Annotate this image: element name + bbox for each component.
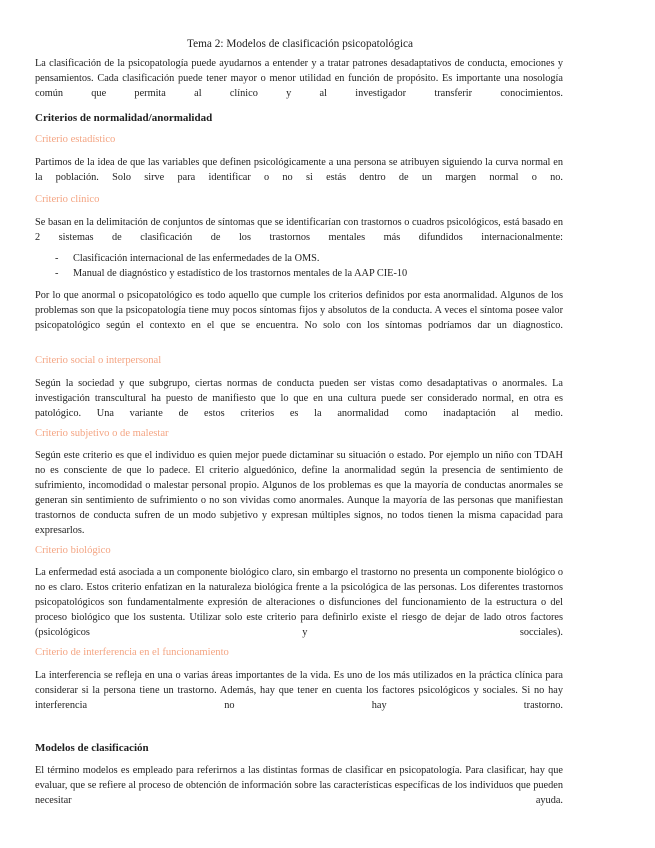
subheading-clinico: Criterio clínico (35, 194, 100, 205)
paragraph-subjetivo: Según este criterio es que el individuo es quien mejor puede dictaminar su situación o estado. Por ejemplo un niño con TDAH no es consciente de que lo padece. El criterio alguedónico, define la anormalidad según la presencia de sentimiento de sufrimiento, incomodidad o malestar personal propio. Algunos de los problemas es que la mayoría de conductas anormales se generan sin sentimiento de sufrimiento o no son vividas como anormales. Aunque la mayoría de las personas que manifiestan trastornos de conducta sufren de un modo subjetivo y expresan múltiples signos, no todos tienen la misma capacidad para expresarlos. (35, 450, 563, 536)
paragraph-clinico: Se basan en la delimitación de conjuntos de síntomas que se identificarían con trastornos o cuadros psicológicos, está basado en 2 sistemas de clasificación de los trastornos mentales más difundidos internacionalmente: (35, 217, 563, 243)
list-item: - Clasificación internacional de las enfermedades de la OMS. (35, 251, 563, 266)
paragraph-social: Según la sociedad y que subgrupo, ciertas normas de conducta pueden ser vistas como desadaptativas o anormales. La investigación transcultural ha puesto de manifiesto que lo que en una cultura puede ser considerado normal, en otra es patológico. Una variante de estos criterios es la anormalidad como inadaptación al medio. (35, 378, 563, 419)
paragraph-modelos: El término modelos es empleado para referirnos a las distintas formas de clasificar en psicopatología. Para clasificar, hay que evaluar, que se refiere al proceso de obtención de información sobre las características específicas de los individuos que pueden necesitar ayuda. (35, 765, 563, 806)
subheading-biologico: Criterio biológico (35, 545, 111, 556)
subheading-interferencia: Criterio de interferencia en el funcionamiento (35, 647, 229, 658)
paragraph-biologico: La enfermedad está asociada a un componente biológico claro, sin embargo el trastorno no presenta un componente biológico o no es claro. Estos criterio enfatizan en la naturaleza biológica frente a la psicológica de las personas. Los diferentes trastornos psicopatológicos son fundamentalmente expresión de alteraciones o disfunciones del funcionamiento de la estructura o del proceso biológico que los sustenta. Utilizar solo este criterio para definirlo existe el riesgo de dejar de lado otros factores (psicológicos y socciales). (35, 567, 563, 638)
paragraph-clinico-2: Por lo que anormal o psicopatológico es todo aquello que cumple los criterios definidos por esta anormalidad. Algunos de los problemas son que la psicopatología tiene muy pocos síntomas fijos y absolutos de la conducta. A veces el síntoma posee valor psicopatológico según el contexto en el que se encuentra. No solo con los síntomas podríamos dar un diagnostico. (35, 290, 563, 331)
page-title: Tema 2: Modelos de clasificación psicopatológica (186, 38, 413, 50)
subheading-subjetivo: Criterio subjetivo o de malestar (35, 428, 169, 439)
paragraph-estadistico: Partimos de la idea de que las variables que definen psicológicamente a una persona se atribuyen siguiendo la curva normal en la población. Solo sirve para identificar o no si estás dentro de un margen normal o no. (35, 157, 563, 183)
section-heading-modelos: Modelos de clasificación (35, 742, 149, 754)
paragraph-interferencia: La interferencia se refleja en una o varias áreas importantes de la vida. Es uno de los más utilizados en la práctica clínica para considerar si la persona tiene un trastorno. Además, hay que tener en cuenta los factores psicológicos y sociales. Si no hay interferencia no hay trastorno. (35, 670, 563, 711)
intro-paragraph: La clasificación de la psicopatología puede ayudarnos a entender y a tratar patrones desadaptativos de conducta, emociones y pensamientos. Cada clasificación puede tener mayor o menor utilidad en función de propósito. Es importante una nosología común que permita al clínico y al investigador transferir conocimientos. (35, 58, 563, 99)
subheading-estadistico: Criterio estadístico (35, 134, 116, 145)
section-heading-criterios: Criterios de normalidad/anormalidad (35, 112, 213, 124)
clinico-list (35, 251, 563, 281)
list-item: - Manual de diagnóstico y estadístico de los trastornos mentales de la AAP CIE-10 (35, 266, 563, 281)
subheading-social: Criterio social o interpersonal (35, 355, 162, 366)
